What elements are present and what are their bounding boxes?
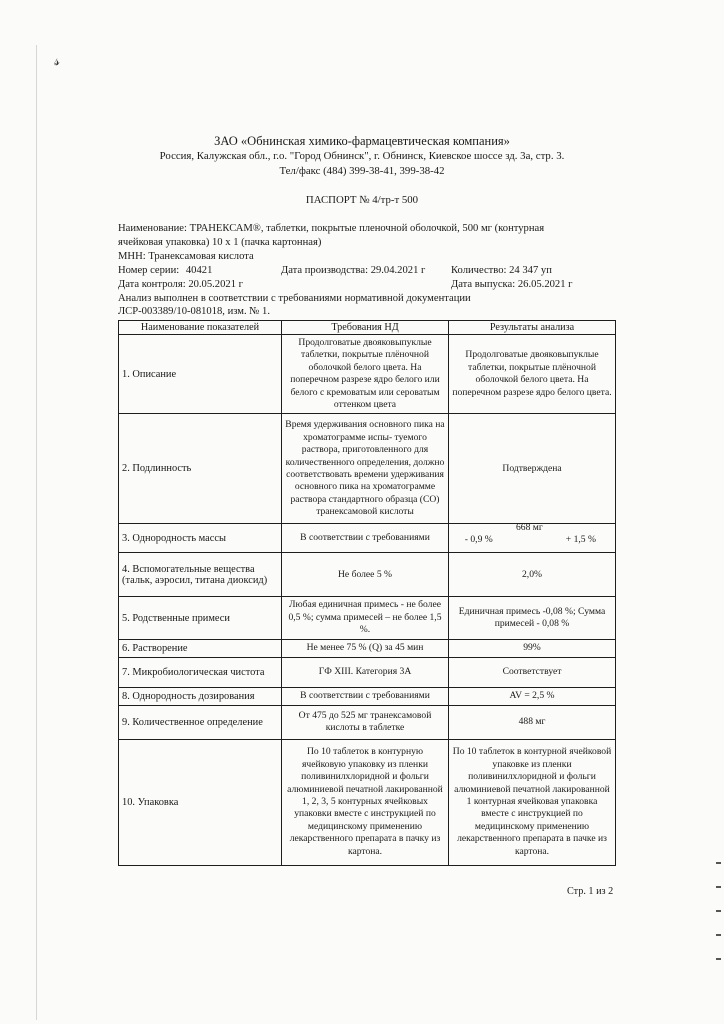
quantity-value: 24 347 уп [509, 265, 552, 276]
col-header-requirements: Требования НД [282, 321, 449, 335]
result-cell: Соответствует [449, 657, 616, 687]
table-row [119, 687, 616, 705]
page-number: Стр. 1 из 2 [567, 886, 614, 897]
production-date-value: 29.04.2021 г [370, 265, 426, 276]
quality-table [118, 320, 616, 866]
result-cell: Единичная примесь -0,08 %; Сумма примесей - 0,08 % [449, 597, 616, 639]
scan-edge-mark [716, 886, 721, 888]
requirement-cell: Не более 5 % [282, 553, 449, 597]
scan-artifact-mark: 𝓈 [52, 52, 61, 70]
series-value: 40421 [185, 265, 213, 276]
requirement-cell: ГФ XIII. Категория 3А [282, 657, 449, 687]
result-cell [449, 524, 616, 553]
company-phone: Тел/факс (484) 399-38-41, 399-38-42 [279, 165, 445, 177]
table-row [119, 414, 616, 524]
production-date-label: Дата производства: [281, 265, 369, 276]
col-header-indicator: Наименование показателей [119, 321, 282, 335]
inn-line [118, 250, 254, 264]
indicator-cell: 6. Растворение [119, 639, 282, 657]
result-cell: Продолговатые двояковыпуклые таблетки, покрытые плёночной оболочкой белого цвета. На поперечном разрезе ядро белого цвета. [449, 335, 616, 414]
requirement-cell: Продолговатые двояковыпуклые таблетки, покрытые плёночной оболочкой белого цвета. На поперечном разрезе ядро белого или белого с кремоватым или сероватым оттенком цвета [282, 335, 449, 414]
product-name-value-2: ячейковая упаковка) 10 х 1 (пачка картонная) [118, 237, 322, 248]
scan-edge-mark [716, 910, 721, 912]
quantity-label: Количество: [451, 265, 507, 276]
mass-deviation-plus: + 1,5 % [565, 534, 596, 546]
company-name: ЗАО «Обнинская химико-фармацевтическая компания» [214, 134, 510, 148]
series-field [118, 264, 212, 278]
table-row [119, 553, 616, 597]
result-cell: 99% [449, 639, 616, 657]
product-name-line-2 [118, 236, 321, 250]
result-cell: Подтверждена [449, 414, 616, 524]
requirement-cell: По 10 таблеток в контурную ячейковую упаковку из пленки поливинилхлоридной и фольги алюминиевой печатной лакированной 1, 2, 3, 5 контурных ячейковых упаковки вместе с инструкцией по медицинскому применению лекарственного препарата в пачку из картона. [282, 739, 449, 865]
table-row [119, 657, 616, 687]
release-date-label: Дата выпуска: [451, 279, 516, 290]
control-date-value: 20.05.2021 г [188, 279, 243, 290]
mass-uniformity-result [452, 522, 612, 550]
scan-edge-mark [716, 862, 721, 864]
inn-value: Транексамовая кислота [148, 251, 254, 262]
table-row [119, 335, 616, 414]
requirement-cell: Не менее 75 % (Q) за 45 мин [282, 639, 449, 657]
indicator-cell: 10. Упаковка [119, 739, 282, 865]
indicator-cell: 8. Однородность дозирования [119, 687, 282, 705]
indicator-cell: 2. Подлинность [119, 414, 282, 524]
scan-edge-mark [716, 934, 721, 936]
result-cell: 488 мг [449, 705, 616, 739]
indicator-cell: 1. Описание [119, 335, 282, 414]
indicator-cell: 4. Вспомогательные вещества (тальк, аэросил, титана диоксид) [119, 553, 282, 597]
mass-deviation-minus: - 0,9 % [464, 534, 493, 546]
quantity-field [451, 264, 552, 278]
table-row [119, 639, 616, 657]
company-address: Россия, Калужская обл., г.о. "Город Обнинск", г. Обнинск, Киевское шоссе зд. 3а, стр. 3. [159, 150, 565, 162]
release-date-field [451, 278, 573, 292]
requirement-cell: От 475 до 525 мг транексамовой кислоты в таблетке [282, 705, 449, 739]
table-row [119, 739, 616, 865]
indicator-cell: 5. Родственные примеси [119, 597, 282, 639]
requirement-cell: Любая единичная примесь - не более 0,5 %; сумма примесей – не более 1,5 %. [282, 597, 449, 639]
passport-title: ПАСПОРТ № 4/тр-т 500 [305, 194, 419, 206]
result-cell: 2,0% [449, 553, 616, 597]
production-date-field [281, 264, 425, 278]
scan-edge-line [36, 45, 37, 1020]
product-name-line [118, 222, 544, 236]
col-header-results: Результаты анализа [449, 321, 616, 335]
control-date-label: Дата контроля: [118, 279, 186, 290]
indicator-cell: 9. Количественное определение [119, 705, 282, 739]
table-row [119, 524, 616, 553]
result-cell: По 10 таблеток в контурной ячейковой упаковке из пленки поливинилхлоридной и фольги алюминиевой печатной лакированной 1 контурная ячейковая упаковка вместе с инструкцией по медицинскому применению лекарственного препарата в пачке из картона. [449, 739, 616, 865]
requirement-cell: Время удерживания основного пика на хроматограмме испы- туемого раствора, приготовленного для количественного определения, должно соответствовать времени удерживания основного пика на хроматограмме раствора стандартного образца (СО) транексамовой кислоты [282, 414, 449, 524]
inn-label: МНН: [118, 251, 146, 262]
analysis-note: Анализ выполнен в соответствии с требованиями нормативной документации [118, 293, 471, 304]
release-date-value: 26.05.2021 г [517, 279, 573, 290]
indicator-cell: 7. Микробиологическая чистота [119, 657, 282, 687]
table-row [119, 597, 616, 639]
indicator-cell: 3. Однородность массы [119, 524, 282, 553]
scan-edge-mark [716, 958, 721, 960]
average-mass: 668 мг [516, 522, 543, 534]
result-cell: AV = 2,5 % [449, 687, 616, 705]
table-header-row [119, 321, 616, 335]
product-name-value: ТРАНЕКСАМ®, таблетки, покрытые пленочной оболочкой, 500 мг (контурная [189, 223, 545, 234]
nd-reference: ЛСР-003389/10-081018, изм. № 1. [118, 306, 271, 317]
table-row [119, 705, 616, 739]
product-name-label: Наименование: [118, 223, 187, 234]
series-label: Номер серии: [118, 265, 180, 276]
requirement-cell: В соответствии с требованиями [282, 687, 449, 705]
requirement-cell: В соответствии с требованиями [282, 524, 449, 553]
control-date-field [118, 278, 243, 292]
